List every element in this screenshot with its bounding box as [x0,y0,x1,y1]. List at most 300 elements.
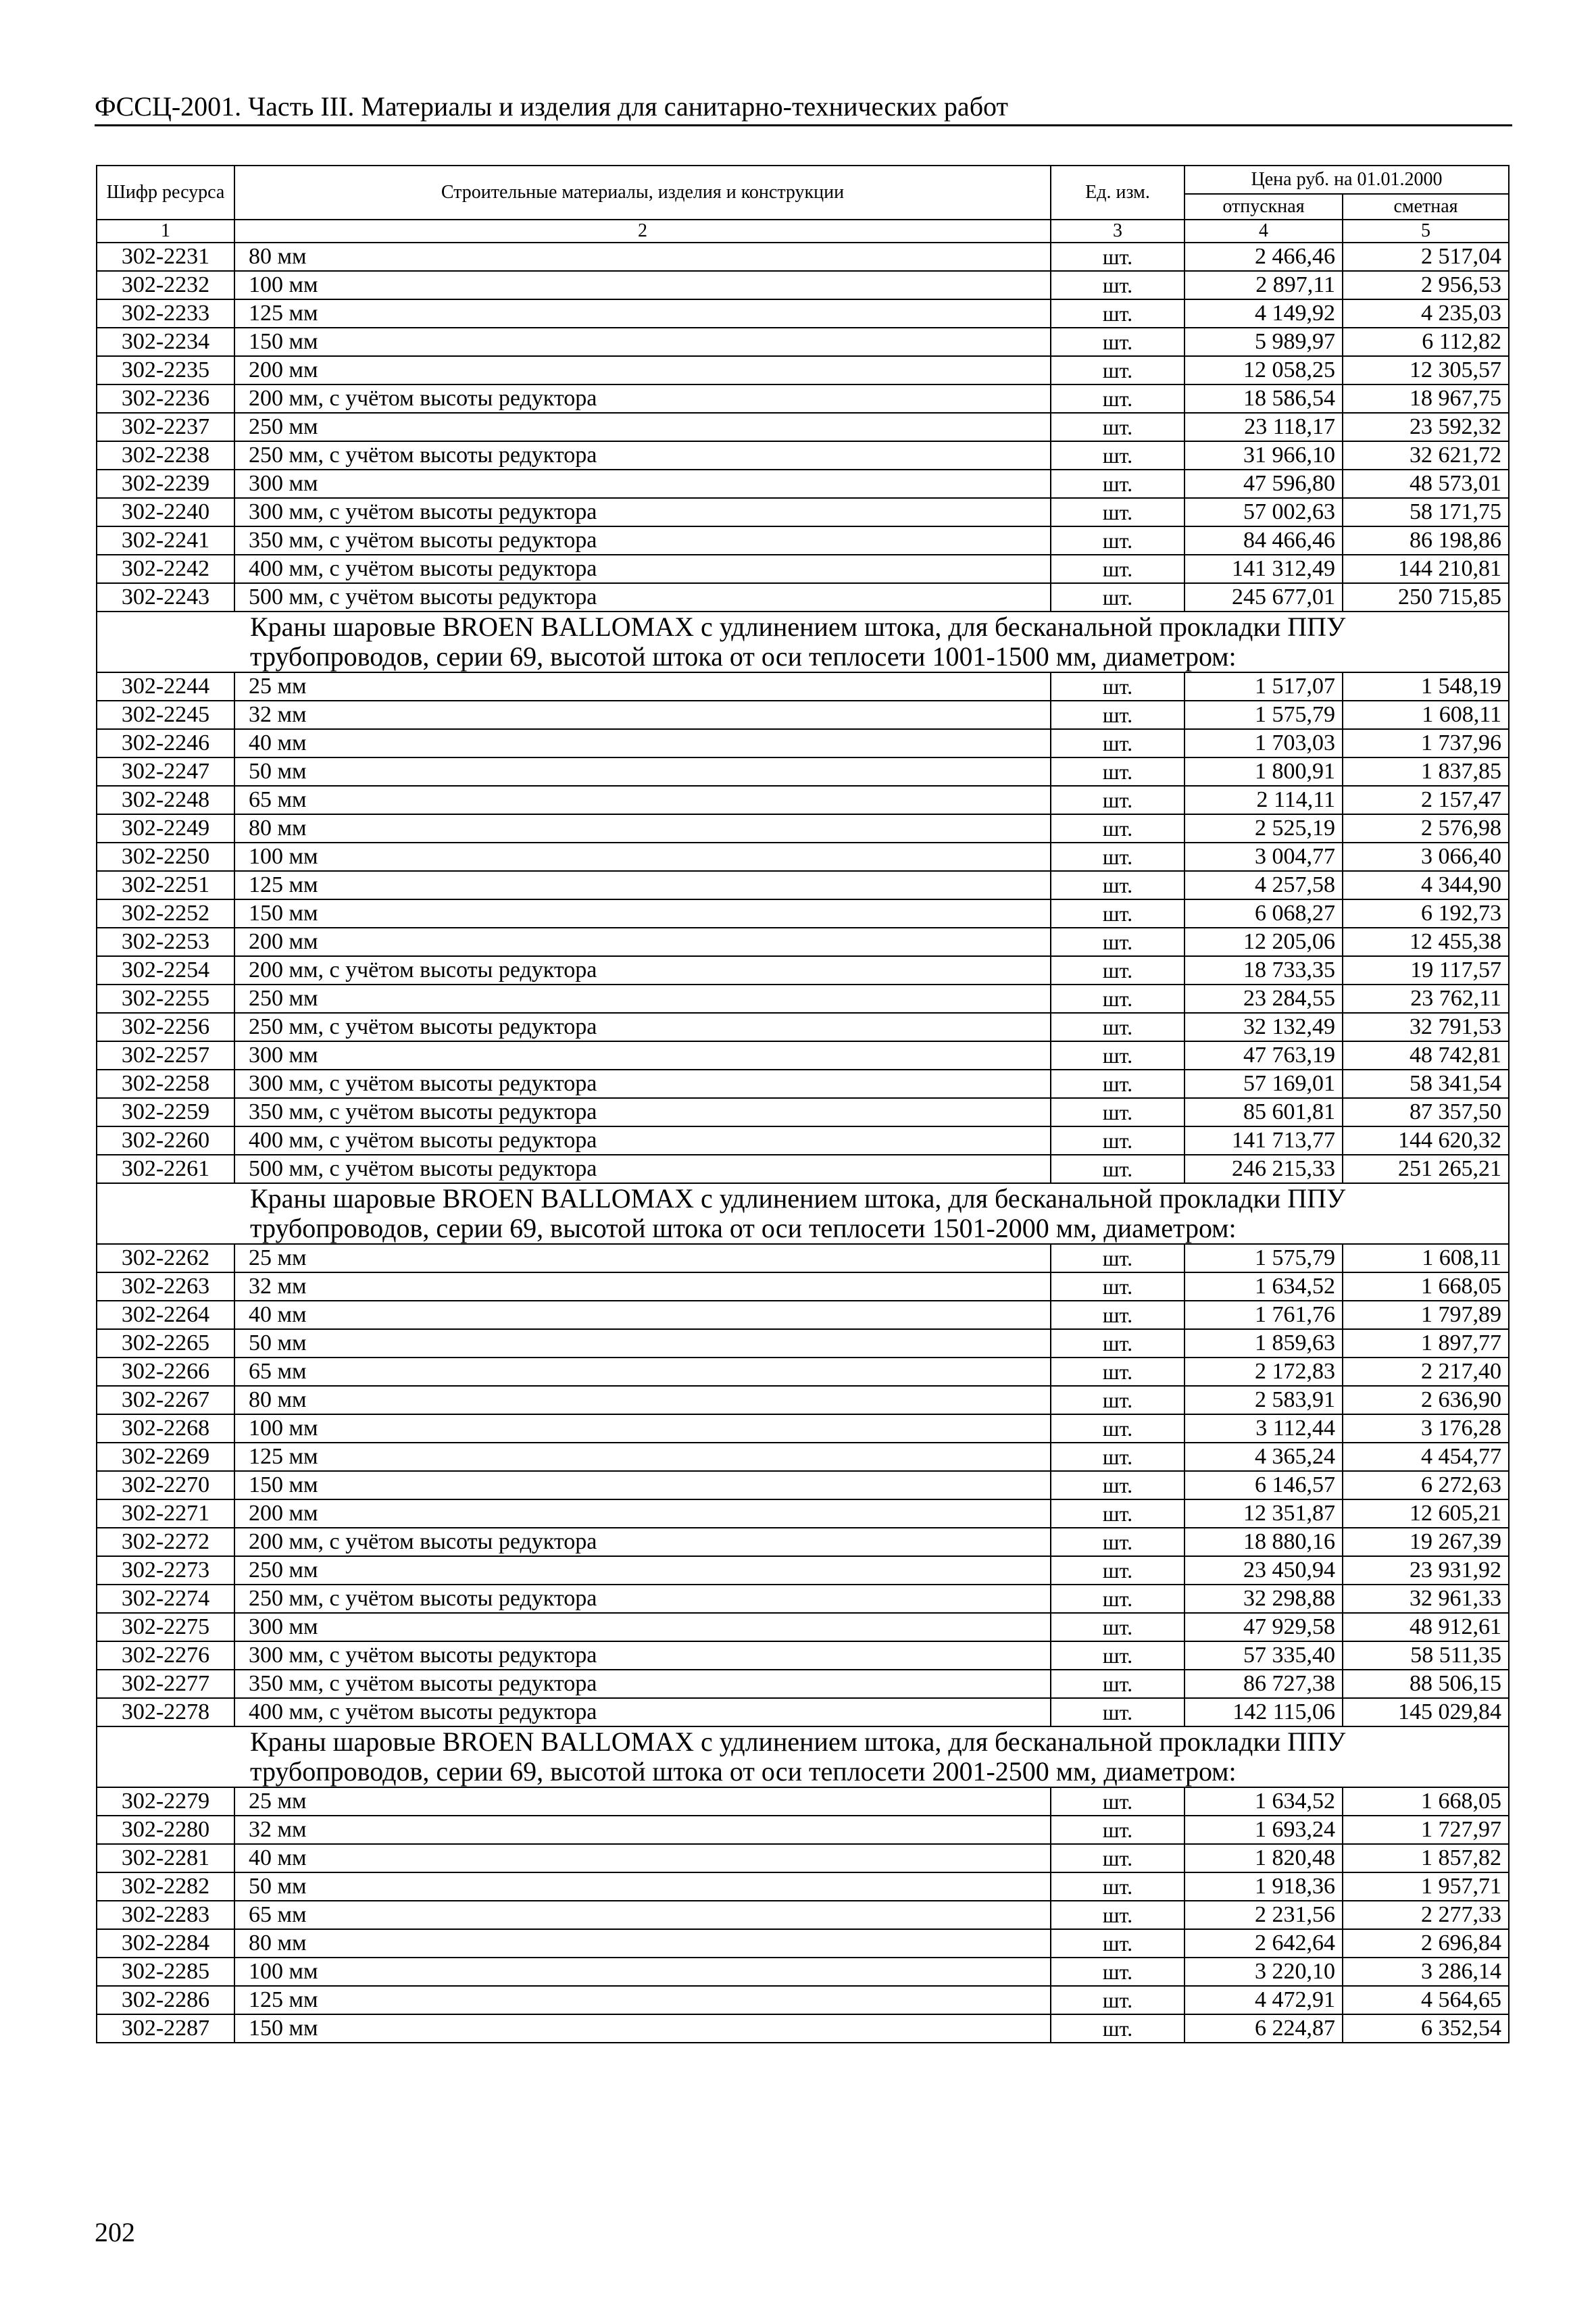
item-name: 250 мм [234,413,1051,441]
price-estimate: 6 352,54 [1343,2014,1509,2043]
table-row [97,871,1509,899]
table-row [97,356,1509,384]
price-release: 18 586,54 [1184,384,1343,413]
price-estimate: 1 727,97 [1343,1816,1509,1844]
resource-code: 302-2244 [97,672,234,701]
item-name: 300 мм [234,1613,1051,1641]
item-name: 80 мм [234,1929,1051,1958]
table-row [97,1041,1509,1070]
price-release: 4 472,91 [1184,1986,1343,2014]
table-row [97,384,1509,413]
price-release: 2 583,91 [1184,1386,1343,1414]
table-row [97,1872,1509,1901]
table-row [97,555,1509,583]
unit: шт. [1051,1929,1184,1958]
resource-code: 302-2258 [97,1070,234,1098]
resource-code: 302-2248 [97,786,234,814]
table-row [97,1155,1509,1183]
price-estimate: 6 272,63 [1343,1471,1509,1499]
resource-code: 302-2278 [97,1698,234,1726]
price-release: 3 112,44 [1184,1414,1343,1443]
table-row [97,928,1509,956]
price-release: 12 351,87 [1184,1499,1343,1528]
unit: шт. [1051,1443,1184,1471]
item-name: 50 мм [234,1329,1051,1358]
unit: шт. [1051,243,1184,271]
table-row [97,1901,1509,1929]
table-row [97,1787,1509,1816]
price-release: 6 068,27 [1184,899,1343,928]
resource-code: 302-2268 [97,1414,234,1443]
item-name: 80 мм [234,243,1051,271]
price-table [96,165,1510,2043]
table-row [97,1414,1509,1443]
resource-code: 302-2243 [97,583,234,612]
unit: шт. [1051,271,1184,299]
price-release: 6 224,87 [1184,2014,1343,2043]
item-name: 125 мм [234,299,1051,328]
price-release: 85 601,81 [1184,1098,1343,1126]
column-number: 5 [1343,220,1509,243]
price-estimate: 2 576,98 [1343,814,1509,843]
resource-code: 302-2272 [97,1528,234,1556]
table-row [97,814,1509,843]
resource-code: 302-2286 [97,1986,234,2014]
resource-code: 302-2276 [97,1641,234,1670]
price-estimate: 2 217,40 [1343,1358,1509,1386]
resource-code: 302-2271 [97,1499,234,1528]
item-name: 300 мм [234,470,1051,498]
unit: шт. [1051,1471,1184,1499]
item-name: 32 мм [234,701,1051,729]
price-release: 57 335,40 [1184,1641,1343,1670]
unit: шт. [1051,2014,1184,2043]
price-estimate: 1 957,71 [1343,1872,1509,1901]
unit: шт. [1051,1155,1184,1183]
price-release: 18 880,16 [1184,1528,1343,1556]
price-estimate: 23 762,11 [1343,985,1509,1013]
item-name: 25 мм [234,1244,1051,1272]
item-name: 32 мм [234,1816,1051,1844]
price-estimate: 12 455,38 [1343,928,1509,956]
unit: шт. [1051,1901,1184,1929]
item-name: 150 мм [234,2014,1051,2043]
section-header-row [97,1183,1509,1244]
item-name: 100 мм [234,1958,1051,1986]
unit: шт. [1051,413,1184,441]
price-estimate: 19 117,57 [1343,956,1509,985]
table-row [97,1098,1509,1126]
unit: шт. [1051,1613,1184,1641]
price-release: 2 114,11 [1184,786,1343,814]
table-row [97,413,1509,441]
item-name: 100 мм [234,271,1051,299]
price-release: 1 575,79 [1184,701,1343,729]
resource-code: 302-2260 [97,1126,234,1155]
price-release: 2 172,83 [1184,1358,1343,1386]
column-number: 2 [234,220,1051,243]
table-body [97,220,1509,2043]
unit: шт. [1051,985,1184,1013]
unit: шт. [1051,1499,1184,1528]
table-row [97,1958,1509,1986]
item-name: 65 мм [234,1901,1051,1929]
resource-code: 302-2277 [97,1670,234,1698]
price-release: 84 466,46 [1184,526,1343,555]
item-name: 80 мм [234,1386,1051,1414]
resource-code: 302-2252 [97,899,234,928]
price-estimate: 48 573,01 [1343,470,1509,498]
unit: шт. [1051,1070,1184,1098]
price-estimate: 144 620,32 [1343,1126,1509,1155]
resource-code: 302-2265 [97,1329,234,1358]
price-estimate: 1 668,05 [1343,1272,1509,1301]
resource-code: 302-2275 [97,1613,234,1641]
price-release: 1 703,03 [1184,729,1343,757]
item-name: 50 мм [234,757,1051,786]
price-release: 1 761,76 [1184,1301,1343,1329]
unit: шт. [1051,729,1184,757]
column-number: 4 [1184,220,1343,243]
item-name: 300 мм, с учётом высоты редуктора [234,1070,1051,1098]
table-row [97,328,1509,356]
price-release: 32 132,49 [1184,1013,1343,1041]
table-row [97,1528,1509,1556]
resource-code: 302-2246 [97,729,234,757]
price-release: 4 257,58 [1184,871,1343,899]
price-estimate: 86 198,86 [1343,526,1509,555]
price-estimate: 1 548,19 [1343,672,1509,701]
table-row [97,1386,1509,1414]
price-estimate: 6 192,73 [1343,899,1509,928]
table-row [97,1013,1509,1041]
price-release: 2 642,64 [1184,1929,1343,1958]
price-estimate: 32 621,72 [1343,441,1509,470]
price-estimate: 12 305,57 [1343,356,1509,384]
table-row [97,1471,1509,1499]
item-name: 40 мм [234,729,1051,757]
resource-code: 302-2232 [97,271,234,299]
table-row [97,441,1509,470]
table-row [97,899,1509,928]
table-row [97,985,1509,1013]
resource-code: 302-2281 [97,1844,234,1872]
item-name: 300 мм [234,1041,1051,1070]
unit: шт. [1051,956,1184,985]
price-estimate: 87 357,50 [1343,1098,1509,1126]
price-release: 1 575,79 [1184,1244,1343,1272]
resource-code: 302-2254 [97,956,234,985]
price-estimate: 48 912,61 [1343,1613,1509,1641]
price-release: 2 231,56 [1184,1901,1343,1929]
resource-code: 302-2253 [97,928,234,956]
resource-code: 302-2238 [97,441,234,470]
price-estimate: 250 715,85 [1343,583,1509,612]
table-row [97,1358,1509,1386]
price-estimate: 3 286,14 [1343,1958,1509,1986]
section-title: Краны шаровые BROEN BALLOMAX с удлинением штока, для бесканальной прокладки ППУ трубопроводов, серии 69, высотой штока от оси теплосети 2001-2500 мм, диаметром: [97,1726,1509,1787]
table-row [97,526,1509,555]
unit: шт. [1051,701,1184,729]
price-estimate: 3 066,40 [1343,843,1509,871]
price-release: 31 966,10 [1184,441,1343,470]
resource-code: 302-2239 [97,470,234,498]
price-release: 18 733,35 [1184,956,1343,985]
table-row [97,299,1509,328]
table-row [97,1272,1509,1301]
unit: шт. [1051,1358,1184,1386]
item-name: 350 мм, с учётом высоты редуктора [234,1670,1051,1698]
table-row [97,1126,1509,1155]
unit: шт. [1051,1386,1184,1414]
price-release: 142 115,06 [1184,1698,1343,1726]
column-number: 1 [97,220,234,243]
resource-code: 302-2266 [97,1358,234,1386]
unit: шт. [1051,757,1184,786]
table-row [97,956,1509,985]
price-release: 47 596,80 [1184,470,1343,498]
price-estimate: 23 592,32 [1343,413,1509,441]
item-name: 25 мм [234,672,1051,701]
resource-code: 302-2256 [97,1013,234,1041]
price-estimate: 1 668,05 [1343,1787,1509,1816]
resource-code: 302-2262 [97,1244,234,1272]
price-estimate: 4 454,77 [1343,1443,1509,1471]
item-name: 65 мм [234,1358,1051,1386]
unit: шт. [1051,1816,1184,1844]
price-estimate: 1 608,11 [1343,701,1509,729]
item-name: 25 мм [234,1787,1051,1816]
item-name: 500 мм, с учётом высоты редуктора [234,583,1051,612]
unit: шт. [1051,786,1184,814]
price-release: 1 634,52 [1184,1272,1343,1301]
item-name: 200 мм [234,928,1051,956]
price-release: 2 525,19 [1184,814,1343,843]
column-number-row [97,220,1509,243]
item-name: 100 мм [234,1414,1051,1443]
unit: шт. [1051,1126,1184,1155]
resource-code: 302-2236 [97,384,234,413]
unit: шт. [1051,1986,1184,2014]
section-title: Краны шаровые BROEN BALLOMAX с удлинением штока, для бесканальной прокладки ППУ трубопроводов, серии 69, высотой штока от оси теплосети 1001-1500 мм, диаметром: [97,612,1509,672]
resource-code: 302-2247 [97,757,234,786]
price-estimate: 48 742,81 [1343,1041,1509,1070]
unit: шт. [1051,1272,1184,1301]
unit: шт. [1051,1958,1184,1986]
unit: шт. [1051,1585,1184,1613]
header-divider [95,124,1512,126]
price-release: 6 146,57 [1184,1471,1343,1499]
table-row [97,672,1509,701]
header-name: Строительные материалы, изделия и конструкции [234,166,1051,220]
table-row [97,1986,1509,2014]
resource-code: 302-2233 [97,299,234,328]
item-name: 40 мм [234,1301,1051,1329]
price-estimate: 6 112,82 [1343,328,1509,356]
item-name: 250 мм, с учётом высоты редуктора [234,441,1051,470]
price-estimate: 32 961,33 [1343,1585,1509,1613]
resource-code: 302-2285 [97,1958,234,1986]
section-header-row [97,612,1509,672]
table-row [97,1670,1509,1698]
price-estimate: 2 277,33 [1343,1901,1509,1929]
unit: шт. [1051,441,1184,470]
item-name: 150 мм [234,899,1051,928]
price-release: 1 859,63 [1184,1329,1343,1358]
price-estimate: 2 157,47 [1343,786,1509,814]
unit: шт. [1051,1844,1184,1872]
item-name: 125 мм [234,1986,1051,2014]
table-row [97,1844,1509,1872]
price-release: 57 002,63 [1184,498,1343,526]
unit: шт. [1051,1098,1184,1126]
resource-code: 302-2245 [97,701,234,729]
price-estimate: 144 210,81 [1343,555,1509,583]
price-release: 1 517,07 [1184,672,1343,701]
unit: шт. [1051,356,1184,384]
resource-code: 302-2234 [97,328,234,356]
unit: шт. [1051,1787,1184,1816]
price-estimate: 4 235,03 [1343,299,1509,328]
price-release: 12 058,25 [1184,356,1343,384]
price-release: 23 118,17 [1184,413,1343,441]
price-release: 57 169,01 [1184,1070,1343,1098]
item-name: 250 мм, с учётом высоты редуктора [234,1585,1051,1613]
price-estimate: 4 344,90 [1343,871,1509,899]
price-release: 5 989,97 [1184,328,1343,356]
resource-code: 302-2263 [97,1272,234,1301]
item-name: 150 мм [234,1471,1051,1499]
price-estimate: 1 737,96 [1343,729,1509,757]
item-name: 32 мм [234,1272,1051,1301]
item-name: 350 мм, с учётом высоты редуктора [234,526,1051,555]
price-release: 23 450,94 [1184,1556,1343,1585]
table-row [97,1329,1509,1358]
resource-code: 302-2264 [97,1301,234,1329]
unit: шт. [1051,1641,1184,1670]
unit: шт. [1051,555,1184,583]
resource-code: 302-2282 [97,1872,234,1901]
unit: шт. [1051,1013,1184,1041]
price-estimate: 1 837,85 [1343,757,1509,786]
table-row [97,1499,1509,1528]
item-name: 300 мм, с учётом высоты редуктора [234,498,1051,526]
resource-code: 302-2250 [97,843,234,871]
item-name: 200 мм [234,356,1051,384]
item-name: 200 мм, с учётом высоты редуктора [234,384,1051,413]
price-release: 12 205,06 [1184,928,1343,956]
price-release: 3 220,10 [1184,1958,1343,1986]
unit: шт. [1051,1329,1184,1358]
resource-code: 302-2255 [97,985,234,1013]
price-release: 86 727,38 [1184,1670,1343,1698]
table-row [97,1070,1509,1098]
section-header-row [97,1726,1509,1787]
resource-code: 302-2270 [97,1471,234,1499]
unit: шт. [1051,928,1184,956]
price-estimate: 58 341,54 [1343,1070,1509,1098]
unit: шт. [1051,672,1184,701]
table-row [97,2014,1509,2043]
price-estimate: 3 176,28 [1343,1414,1509,1443]
table-row [97,1641,1509,1670]
unit: шт. [1051,1670,1184,1698]
price-release: 141 312,49 [1184,555,1343,583]
price-estimate: 32 791,53 [1343,1013,1509,1041]
header-code: Шифр ресурса [97,166,234,220]
price-estimate: 2 696,84 [1343,1929,1509,1958]
unit: шт. [1051,498,1184,526]
resource-code: 302-2287 [97,2014,234,2043]
table-row [97,271,1509,299]
resource-code: 302-2249 [97,814,234,843]
price-release: 4 365,24 [1184,1443,1343,1471]
resource-code: 302-2269 [97,1443,234,1471]
item-name: 125 мм [234,1443,1051,1471]
price-release: 1 820,48 [1184,1844,1343,1872]
table-row [97,1816,1509,1844]
price-release: 1 634,52 [1184,1787,1343,1816]
price-estimate: 58 511,35 [1343,1641,1509,1670]
item-name: 400 мм, с учётом высоты редуктора [234,555,1051,583]
price-release: 47 763,19 [1184,1041,1343,1070]
item-name: 350 мм, с учётом высоты редуктора [234,1098,1051,1126]
price-release: 47 929,58 [1184,1613,1343,1641]
item-name: 500 мм, с учётом высоты редуктора [234,1155,1051,1183]
item-name: 200 мм [234,1499,1051,1528]
unit: шт. [1051,1872,1184,1901]
price-release: 4 149,92 [1184,299,1343,328]
table-row [97,1613,1509,1641]
unit: шт. [1051,871,1184,899]
item-name: 300 мм, с учётом высоты редуктора [234,1641,1051,1670]
resource-code: 302-2241 [97,526,234,555]
resource-code: 302-2273 [97,1556,234,1585]
price-estimate: 23 931,92 [1343,1556,1509,1585]
column-number: 3 [1051,220,1184,243]
table-row [97,1244,1509,1272]
table-row [97,757,1509,786]
resource-code: 302-2267 [97,1386,234,1414]
table-row [97,1556,1509,1585]
item-name: 125 мм [234,871,1051,899]
price-release: 23 284,55 [1184,985,1343,1013]
price-estimate: 1 797,89 [1343,1301,1509,1329]
resource-code: 302-2240 [97,498,234,526]
unit: шт. [1051,583,1184,612]
unit: шт. [1051,899,1184,928]
unit: шт. [1051,1414,1184,1443]
item-name: 250 мм, с учётом высоты редуктора [234,1013,1051,1041]
price-release: 1 800,91 [1184,757,1343,786]
unit: шт. [1051,328,1184,356]
unit: шт. [1051,470,1184,498]
resource-code: 302-2259 [97,1098,234,1126]
table-row [97,786,1509,814]
unit: шт. [1051,1301,1184,1329]
resource-code: 302-2279 [97,1787,234,1816]
unit: шт. [1051,1041,1184,1070]
price-estimate: 4 564,65 [1343,1986,1509,2014]
resource-code: 302-2231 [97,243,234,271]
table-row [97,470,1509,498]
header-price-group: Цена руб. на 01.01.2000 [1184,166,1509,194]
price-estimate: 145 029,84 [1343,1698,1509,1726]
section-title: Краны шаровые BROEN BALLOMAX с удлинением штока, для бесканальной прокладки ППУ трубопроводов, серии 69, высотой штока от оси теплосети 1501-2000 мм, диаметром: [97,1183,1509,1244]
item-name: 150 мм [234,328,1051,356]
item-name: 200 мм, с учётом высоты редуктора [234,1528,1051,1556]
table-row [97,843,1509,871]
